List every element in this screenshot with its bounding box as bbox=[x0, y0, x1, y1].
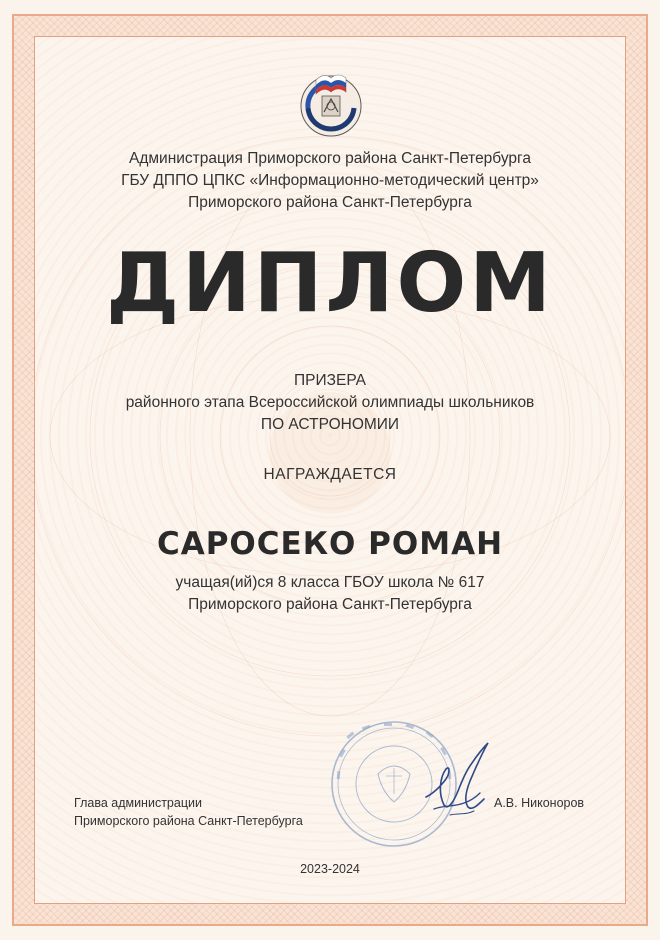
organization-line-2: ГБУ ДППО ЦПКС «Информационно-методический центр» bbox=[121, 172, 539, 189]
award-level: ПРИЗЕРА bbox=[294, 372, 366, 389]
organization-line-1: Администрация Приморского района Санкт-Петербурга bbox=[129, 150, 531, 167]
recipient-district: Приморского района Санкт-Петербурга bbox=[188, 596, 472, 613]
organization-line-3: Приморского района Санкт-Петербурга bbox=[188, 194, 472, 211]
recipient-name: САРОСЕКО РОМАН bbox=[156, 526, 504, 562]
academic-year: 2023-2024 bbox=[300, 862, 360, 876]
diploma-title: ДИПЛОМ bbox=[106, 236, 554, 331]
signatory-name: А.В. Никоноров bbox=[494, 796, 585, 810]
signatory-position-line-2: Приморского района Санкт-Петербурга bbox=[74, 814, 303, 828]
awarded-label: НАГРАЖДАЕТСЯ bbox=[263, 466, 397, 483]
olympiad-logo-icon bbox=[294, 66, 368, 140]
signature-icon bbox=[420, 735, 500, 825]
olympiad-subject: ПО АСТРОНОМИИ bbox=[260, 416, 400, 433]
olympiad-stage: районного этапа Всероссийской олимпиады школьников bbox=[125, 394, 535, 411]
recipient-school: учащая(ий)ся 8 класса ГБОУ школа № 617 bbox=[175, 574, 485, 591]
signatory-position-line-1: Глава администрации bbox=[74, 796, 202, 810]
